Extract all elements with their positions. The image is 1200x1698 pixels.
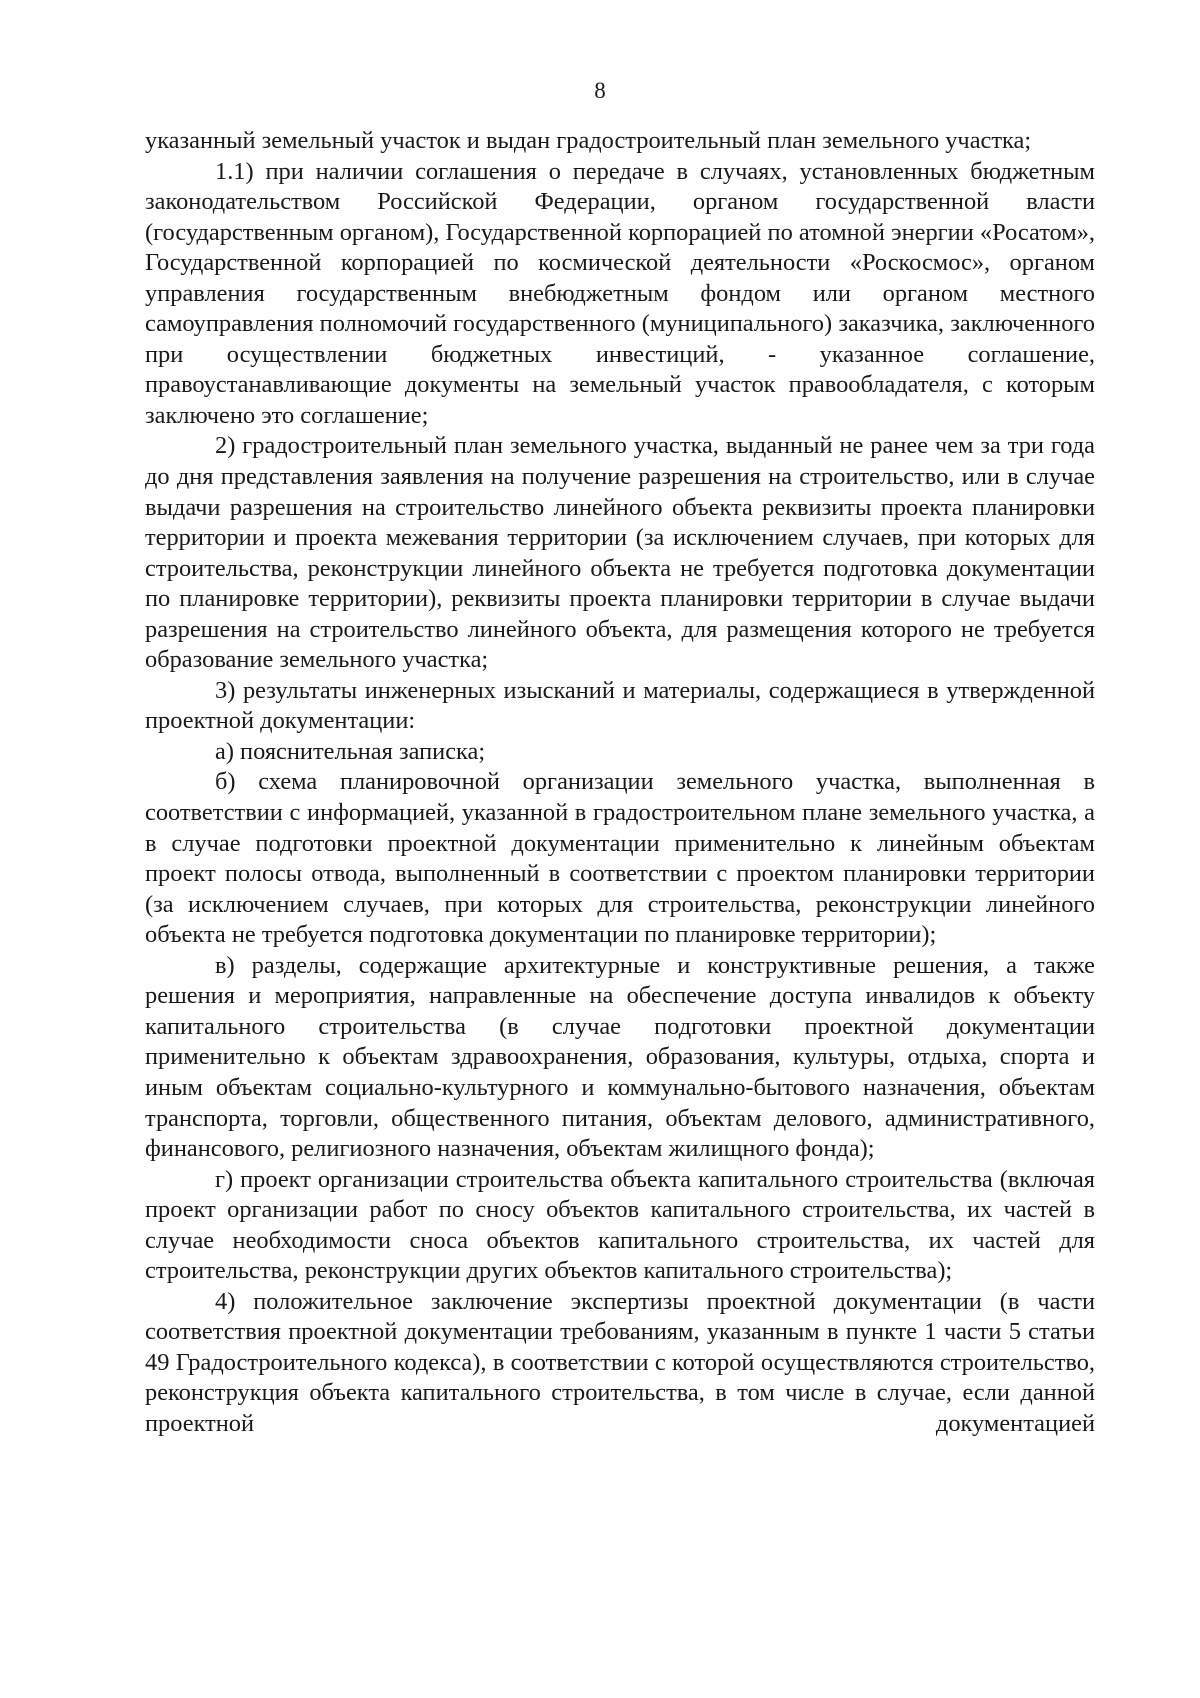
document-body [145, 126, 1095, 1440]
paragraph-continuation: указанный земельный участок и выдан градостроительный план земельного участка; [145, 127, 1032, 154]
paragraph-2-urban-plan: 2) градостроительный план земельного участка, выданный не ранее чем за три года до дня представления заявления на получение разрешения на строительство, или в случае выдачи разрешения на строительство линейного объекта реквизиты проекта планировки территории и проекта межевания территории (за исключением случаев, при которых для строительства, реконструкции линейного объекта не требуется подготовка документации по планировке территории), реквизиты проекта планировки территории в случае выдачи разрешения на строительство линейного объекта, для размещения которого не требуется образование земельного участка; [145, 432, 1095, 674]
paragraph-g-construction-project: г) проект организации строительства объекта капитального строительства (включая проект организации работ по сносу объектов капитального строительства, их частей в случае необходимости сноса объектов капитального строительства, их частей для строительства, реконструкции других объектов капитального строительства); [145, 1165, 1095, 1285]
paragraph-v-sections: в) разделы, содержащие архитектурные и конструктивные решения, а также решения и мероприятия, направленные на обеспечение доступа инвалидов к объекту капитального строительства (в случае подготовки проектной документации применительно к объектам здравоохранения, образования, культуры, отдыха, спорта и иным объектам социально-культурного и коммунально-бытового назначения, объектам транспорта, торговли, общественного питания, объектам делового, административного, финансового, религиозного назначения, объектам жилищного фонда); [145, 951, 1095, 1163]
paragraph-4-expertise: 4) положительное заключение экспертизы проектной документации (в части соответствия проектной документации требованиям, указанным в пункте 1 части 5 статьи 49 Градостроительного кодекса), в соответствии с которой осуществляются строительство, реконструкция объекта капитального строительства, в том числе в случае, если данной проектной документацией [145, 1287, 1095, 1437]
paragraph-a-explanatory-note: а) пояснительная записка; [215, 737, 486, 765]
paragraph-3-survey-results: 3) результаты инженерных изысканий и материалы, содержащиеся в утвержденной проектной документации: [145, 676, 1095, 735]
paragraph-b-site-scheme: б) схема планировочной организации земельного участка, выполненная в соответствии с информацией, указанной в градостроительном плане земельного участка, а в случае подготовки проектной документации применительно к линейным объектам проект полосы отвода, выполненный в соответствии с проектом планировки территории (за исключением случаев, при которых для строительства, реконструкции линейного объекта не требуется подготовка документации по планировке территории); [145, 768, 1095, 949]
paragraph-1-1-agreement: 1.1) при наличии соглашения о передаче в случаях, установленных бюджетным законодательством Российской Федерации, органом государственной власти (государственным органом), Государственной корпорацией по атомной энергии «Росатом», Государственной корпорацией по космической деятельности «Роскосмос», органом управления государственным внебюджетным фондом или органом местного самоуправления полномочий государственного (муниципального) заказчика, заключенного при осуществлении бюджетных инвестиций, - указанное соглашение, правоустанавливающие документы на земельный участок правообладателя, с которым заключено это соглашение; [145, 157, 1095, 429]
page-number: 8 [594, 78, 606, 103]
